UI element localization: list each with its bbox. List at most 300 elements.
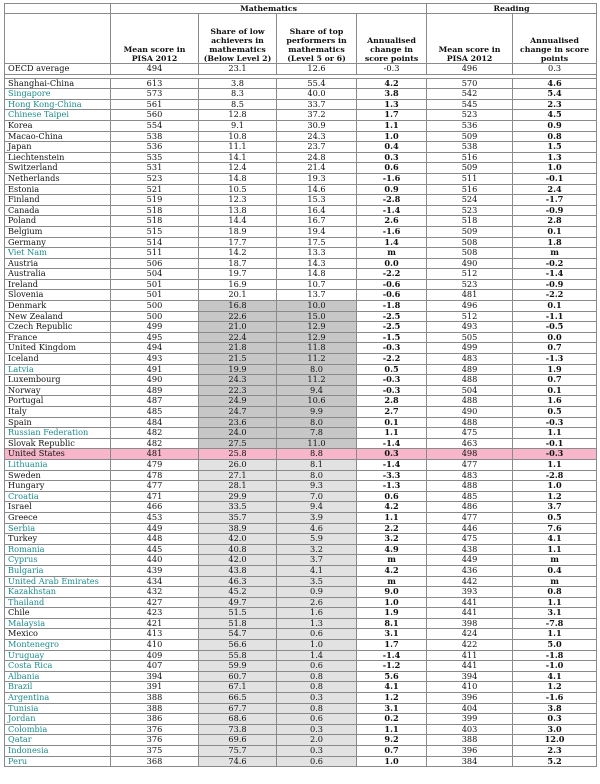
low-achievers: 26.0 (199, 459, 277, 470)
top-performers: 11.8 (277, 343, 357, 354)
low-achievers: 14.4 (199, 216, 277, 227)
math-mean: 490 (111, 375, 199, 386)
low-achievers: 67.1 (199, 682, 277, 693)
low-achievers: 45.2 (199, 587, 277, 598)
reading-change-header: Annualised change in score points (513, 14, 597, 64)
country-row (5, 322, 597, 333)
top-performers: 3.7 (277, 555, 357, 566)
math-mean: 494 (111, 64, 199, 75)
country-name: Bulgaria (5, 565, 111, 576)
country-name: New Zealand (5, 311, 111, 322)
country-row (5, 290, 597, 301)
reading-mean: 403 (427, 724, 513, 735)
top-performers: 0.9 (277, 587, 357, 598)
top-performers: 0.8 (277, 682, 357, 693)
reading-mean: 505 (427, 332, 513, 343)
country-row (5, 385, 597, 396)
top-performers: 1.0 (277, 640, 357, 651)
math-change: 1.1 (357, 428, 427, 439)
math-mean: 499 (111, 322, 199, 333)
math-change: -1.6 (357, 226, 427, 237)
reading-change: m (513, 576, 597, 587)
low-achievers: 14.8 (199, 173, 277, 184)
low-achievers: 19.9 (199, 364, 277, 375)
top-performers: 0.6 (277, 629, 357, 640)
top-performers: 8.8 (277, 449, 357, 460)
low-achievers: 24.0 (199, 428, 277, 439)
math-mean: 518 (111, 205, 199, 216)
reading-mean: 516 (427, 152, 513, 163)
reading-change: 2.3 (513, 99, 597, 110)
math-change: -1.3 (357, 481, 427, 492)
reading-mean: 394 (427, 671, 513, 682)
country-row (5, 470, 597, 481)
top-performers: 24.3 (277, 131, 357, 142)
country-row (5, 608, 597, 619)
math-change: -1.4 (357, 650, 427, 661)
reading-change: 2.4 (513, 184, 597, 195)
country-name: Peru (5, 756, 111, 767)
top-performers: 1.4 (277, 650, 357, 661)
reading-change: 5.0 (513, 640, 597, 651)
country-name: United Kingdom (5, 343, 111, 354)
reading-mean: 396 (427, 693, 513, 704)
reading-mean: 424 (427, 629, 513, 640)
top-performers: 11.2 (277, 354, 357, 365)
country-row (5, 756, 597, 767)
reading-change: 1.1 (513, 428, 597, 439)
country-name: Viet Nam (5, 248, 111, 259)
math-change: m (357, 576, 427, 587)
reading-mean-header: Mean score in PISA 2012 (427, 14, 513, 64)
country-name: Croatia (5, 491, 111, 502)
reading-change: -0.2 (513, 258, 597, 269)
country-row (5, 587, 597, 598)
math-mean: 375 (111, 746, 199, 757)
country-name: Hungary (5, 481, 111, 492)
math-change: -0.3 (357, 64, 427, 75)
top-performers: 14.3 (277, 258, 357, 269)
country-name: France (5, 332, 111, 343)
top-performers: 12.9 (277, 332, 357, 343)
top-performers: 40.0 (277, 89, 357, 100)
top-performers: 4.6 (277, 523, 357, 534)
country-name: Germany (5, 237, 111, 248)
country-name: Spain (5, 417, 111, 428)
math-change: 1.4 (357, 237, 427, 248)
reading-mean: 483 (427, 470, 513, 481)
math-change: 0.2 (357, 714, 427, 725)
country-row (5, 449, 597, 460)
reading-change: 1.1 (513, 544, 597, 555)
math-mean: 493 (111, 354, 199, 365)
top-performers: 0.6 (277, 714, 357, 725)
country-name: Luxembourg (5, 375, 111, 386)
country-name: Israel (5, 502, 111, 513)
math-mean: 407 (111, 661, 199, 672)
math-mean: 494 (111, 343, 199, 354)
reading-mean: 545 (427, 99, 513, 110)
country-row (5, 618, 597, 629)
country-row (5, 523, 597, 534)
low-achievers: 51.8 (199, 618, 277, 629)
math-mean: 477 (111, 481, 199, 492)
math-change: m (357, 248, 427, 259)
reading-mean: 475 (427, 534, 513, 545)
top-performers: 23.7 (277, 142, 357, 153)
country-name: Cyprus (5, 555, 111, 566)
top-performers-header: Share of top performers in mathematics (Level 5 or 6) (277, 14, 357, 64)
math-change: -0.3 (357, 385, 427, 396)
low-achievers: 21.8 (199, 343, 277, 354)
top-performers: 12.6 (277, 64, 357, 75)
math-change: 1.0 (357, 131, 427, 142)
country-name: Norway (5, 385, 111, 396)
math-change: 0.6 (357, 491, 427, 502)
country-row (5, 99, 597, 110)
country-name: Slovak Republic (5, 438, 111, 449)
country-row (5, 343, 597, 354)
reading-change: 4.1 (513, 671, 597, 682)
math-change: -1.6 (357, 173, 427, 184)
top-performers: 14.6 (277, 184, 357, 195)
reading-mean: 441 (427, 608, 513, 619)
reading-change: 1.0 (513, 163, 597, 174)
reading-mean: 523 (427, 205, 513, 216)
math-mean: 560 (111, 110, 199, 121)
country-row (5, 279, 597, 290)
country-row (5, 576, 597, 587)
reading-mean: 477 (427, 512, 513, 523)
low-achievers: 54.7 (199, 629, 277, 640)
math-change: 9.0 (357, 587, 427, 598)
reading-change: 1.1 (513, 459, 597, 470)
math-change: 4.2 (357, 565, 427, 576)
low-achievers: 10.8 (199, 131, 277, 142)
math-change: 2.2 (357, 523, 427, 534)
low-achievers: 11.1 (199, 142, 277, 153)
math-mean: 449 (111, 523, 199, 534)
math-mean: 504 (111, 269, 199, 280)
reading-change: 4.6 (513, 78, 597, 89)
math-change: -0.3 (357, 375, 427, 386)
math-mean: 453 (111, 512, 199, 523)
reading-mean: 523 (427, 279, 513, 290)
reading-mean: 486 (427, 502, 513, 513)
math-mean: 561 (111, 99, 199, 110)
math-mean: 432 (111, 587, 199, 598)
reading-change: -1.1 (513, 311, 597, 322)
math-mean: 511 (111, 248, 199, 259)
reading-mean: 508 (427, 237, 513, 248)
reading-change: 2.8 (513, 216, 597, 227)
reading-change: m (513, 555, 597, 566)
top-performers: 15.3 (277, 195, 357, 206)
top-performers: 9.9 (277, 407, 357, 418)
reading-change: 1.1 (513, 597, 597, 608)
math-change: -0.6 (357, 290, 427, 301)
low-achievers: 14.1 (199, 152, 277, 163)
country-row (5, 714, 597, 725)
low-achievers: 22.6 (199, 311, 277, 322)
reading-mean: 483 (427, 354, 513, 365)
country-row (5, 512, 597, 523)
low-achievers: 12.3 (199, 195, 277, 206)
reading-mean: 509 (427, 226, 513, 237)
country-row (5, 555, 597, 566)
math-change: 8.1 (357, 618, 427, 629)
country-row (5, 248, 597, 259)
reading-mean: 493 (427, 322, 513, 333)
reading-change: -1.0 (513, 661, 597, 672)
math-change: -1.4 (357, 459, 427, 470)
reading-mean: 463 (427, 438, 513, 449)
math-mean: 448 (111, 534, 199, 545)
math-change: -3.3 (357, 470, 427, 481)
math-mean: 515 (111, 226, 199, 237)
reading-mean: 504 (427, 385, 513, 396)
country-row (5, 120, 597, 131)
top-performers: 24.8 (277, 152, 357, 163)
reading-mean: 488 (427, 375, 513, 386)
low-achievers: 68.6 (199, 714, 277, 725)
country-row (5, 544, 597, 555)
math-mean: 495 (111, 332, 199, 343)
math-change: -1.8 (357, 301, 427, 312)
math-mean: 573 (111, 89, 199, 100)
low-achievers: 10.5 (199, 184, 277, 195)
country-row (5, 237, 597, 248)
low-achievers: 46.3 (199, 576, 277, 587)
country-row (5, 682, 597, 693)
math-change: 1.7 (357, 640, 427, 651)
country-name: Italy (5, 407, 111, 418)
reading-change: 1.2 (513, 682, 597, 693)
low-achievers: 35.7 (199, 512, 277, 523)
reading-mean: 393 (427, 587, 513, 598)
country-name: Malaysia (5, 618, 111, 629)
math-mean: 391 (111, 682, 199, 693)
top-performers: 55.4 (277, 78, 357, 89)
top-performers: 16.7 (277, 216, 357, 227)
math-change: 2.6 (357, 216, 427, 227)
reading-change: -1.3 (513, 354, 597, 365)
reading-mean: 496 (427, 64, 513, 75)
math-mean: 421 (111, 618, 199, 629)
top-performers: 8.0 (277, 417, 357, 428)
reading-mean: 442 (427, 576, 513, 587)
reading-change: 0.7 (513, 343, 597, 354)
country-name: Turkey (5, 534, 111, 545)
math-mean: 514 (111, 237, 199, 248)
math-change: 4.9 (357, 544, 427, 555)
country-name: OECD average (5, 64, 111, 75)
country-row (5, 671, 597, 682)
top-performers: 4.1 (277, 565, 357, 576)
country-row (5, 142, 597, 153)
country-row (5, 597, 597, 608)
math-mean: 439 (111, 565, 199, 576)
country-name: Qatar (5, 735, 111, 746)
reading-mean: 509 (427, 163, 513, 174)
top-performers: 0.6 (277, 661, 357, 672)
top-performers: 16.4 (277, 205, 357, 216)
math-change-header: Annualised change in score points (357, 14, 427, 64)
reading-mean: 489 (427, 364, 513, 375)
math-change: -1.5 (357, 332, 427, 343)
low-achievers: 14.2 (199, 248, 277, 259)
top-performers: 1.3 (277, 618, 357, 629)
math-change: -1.4 (357, 438, 427, 449)
country-name: Sweden (5, 470, 111, 481)
low-achievers: 16.9 (199, 279, 277, 290)
reading-change: 12.0 (513, 735, 597, 746)
reading-mean: 477 (427, 459, 513, 470)
reading-change: 0.9 (513, 120, 597, 131)
math-mean: 471 (111, 491, 199, 502)
low-achievers: 42.0 (199, 555, 277, 566)
low-achievers: 43.8 (199, 565, 277, 576)
top-performers: 37.2 (277, 110, 357, 121)
low-achievers: 69.6 (199, 735, 277, 746)
math-change: -1.2 (357, 661, 427, 672)
math-change: m (357, 555, 427, 566)
low-achievers: 28.1 (199, 481, 277, 492)
top-performers: 19.4 (277, 226, 357, 237)
reading-mean: 512 (427, 311, 513, 322)
low-achievers: 22.3 (199, 385, 277, 396)
oecd-average-row (5, 64, 597, 75)
reading-change: -0.3 (513, 449, 597, 460)
top-performers: 30.9 (277, 120, 357, 131)
top-performers: 13.7 (277, 290, 357, 301)
top-performers: 3.2 (277, 544, 357, 555)
math-change: -2.8 (357, 195, 427, 206)
country-name: Switzerland (5, 163, 111, 174)
top-performers: 5.9 (277, 534, 357, 545)
country-name: Russian Federation (5, 428, 111, 439)
math-mean: 423 (111, 608, 199, 619)
math-mean: 519 (111, 195, 199, 206)
math-mean: 613 (111, 78, 199, 89)
math-change: 1.1 (357, 512, 427, 523)
reading-mean: 384 (427, 756, 513, 767)
country-row (5, 173, 597, 184)
reading-change: 7.6 (513, 523, 597, 534)
country-name: Colombia (5, 724, 111, 735)
country-row (5, 746, 597, 757)
low-achievers: 3.8 (199, 78, 277, 89)
mathematics-group-header: Mathematics (111, 4, 427, 14)
reading-change: m (513, 248, 597, 259)
reading-change: -1.6 (513, 693, 597, 704)
country-name: Shanghai-China (5, 78, 111, 89)
country-name: United Arab Emirates (5, 576, 111, 587)
math-mean: 482 (111, 428, 199, 439)
low-achievers: 18.9 (199, 226, 277, 237)
math-change: 0.1 (357, 417, 427, 428)
top-performers: 1.6 (277, 608, 357, 619)
math-change: 3.1 (357, 703, 427, 714)
reading-mean: 485 (427, 491, 513, 502)
reading-mean: 511 (427, 173, 513, 184)
top-performers: 0.3 (277, 693, 357, 704)
top-performers: 9.3 (277, 481, 357, 492)
top-performers: 0.6 (277, 756, 357, 767)
math-mean: 440 (111, 555, 199, 566)
math-change: -2.5 (357, 311, 427, 322)
top-performers: 8.0 (277, 364, 357, 375)
reading-change: -0.9 (513, 205, 597, 216)
top-performers: 17.5 (277, 237, 357, 248)
low-achievers: 33.5 (199, 502, 277, 513)
math-mean: 394 (111, 671, 199, 682)
math-change: 0.4 (357, 142, 427, 153)
reading-mean: 508 (427, 248, 513, 259)
country-name: Liechtenstein (5, 152, 111, 163)
reading-change: 0.3 (513, 714, 597, 725)
low-achievers: 8.3 (199, 89, 277, 100)
reading-mean: 518 (427, 216, 513, 227)
country-row (5, 131, 597, 142)
reading-mean: 449 (427, 555, 513, 566)
low-achievers: 18.7 (199, 258, 277, 269)
country-row (5, 216, 597, 227)
low-achievers: 9.1 (199, 120, 277, 131)
low-achievers: 12.8 (199, 110, 277, 121)
math-change: 1.1 (357, 724, 427, 735)
math-mean: 500 (111, 311, 199, 322)
reading-change: 1.1 (513, 629, 597, 640)
low-achievers-header: Share of low achievers in mathematics (Below Level 2) (199, 14, 277, 64)
country-name: Portugal (5, 396, 111, 407)
country-row (5, 110, 597, 121)
low-achievers: 75.7 (199, 746, 277, 757)
reading-mean: 422 (427, 640, 513, 651)
math-mean: 485 (111, 407, 199, 418)
reading-change: 4.1 (513, 534, 597, 545)
reading-mean: 388 (427, 735, 513, 746)
math-mean: 484 (111, 417, 199, 428)
reading-mean: 512 (427, 269, 513, 280)
math-change: -0.6 (357, 279, 427, 290)
low-achievers: 23.1 (199, 64, 277, 75)
country-row (5, 650, 597, 661)
country-name: Latvia (5, 364, 111, 375)
math-mean: 506 (111, 258, 199, 269)
country-name: Slovenia (5, 290, 111, 301)
reading-change: 0.5 (513, 512, 597, 523)
country-row (5, 226, 597, 237)
country-row (5, 354, 597, 365)
math-mean: 368 (111, 756, 199, 767)
country-name: Tunisia (5, 703, 111, 714)
low-achievers: 27.5 (199, 438, 277, 449)
reading-mean: 516 (427, 184, 513, 195)
math-change: 0.5 (357, 364, 427, 375)
math-mean: 491 (111, 364, 199, 375)
math-mean: 388 (111, 703, 199, 714)
low-achievers: 74.6 (199, 756, 277, 767)
country-row (5, 258, 597, 269)
low-achievers: 16.8 (199, 301, 277, 312)
reading-change: 1.9 (513, 364, 597, 375)
reading-change: 1.2 (513, 491, 597, 502)
top-performers: 2.6 (277, 597, 357, 608)
reading-change: 0.8 (513, 587, 597, 598)
math-mean: 531 (111, 163, 199, 174)
reading-change: 0.1 (513, 385, 597, 396)
